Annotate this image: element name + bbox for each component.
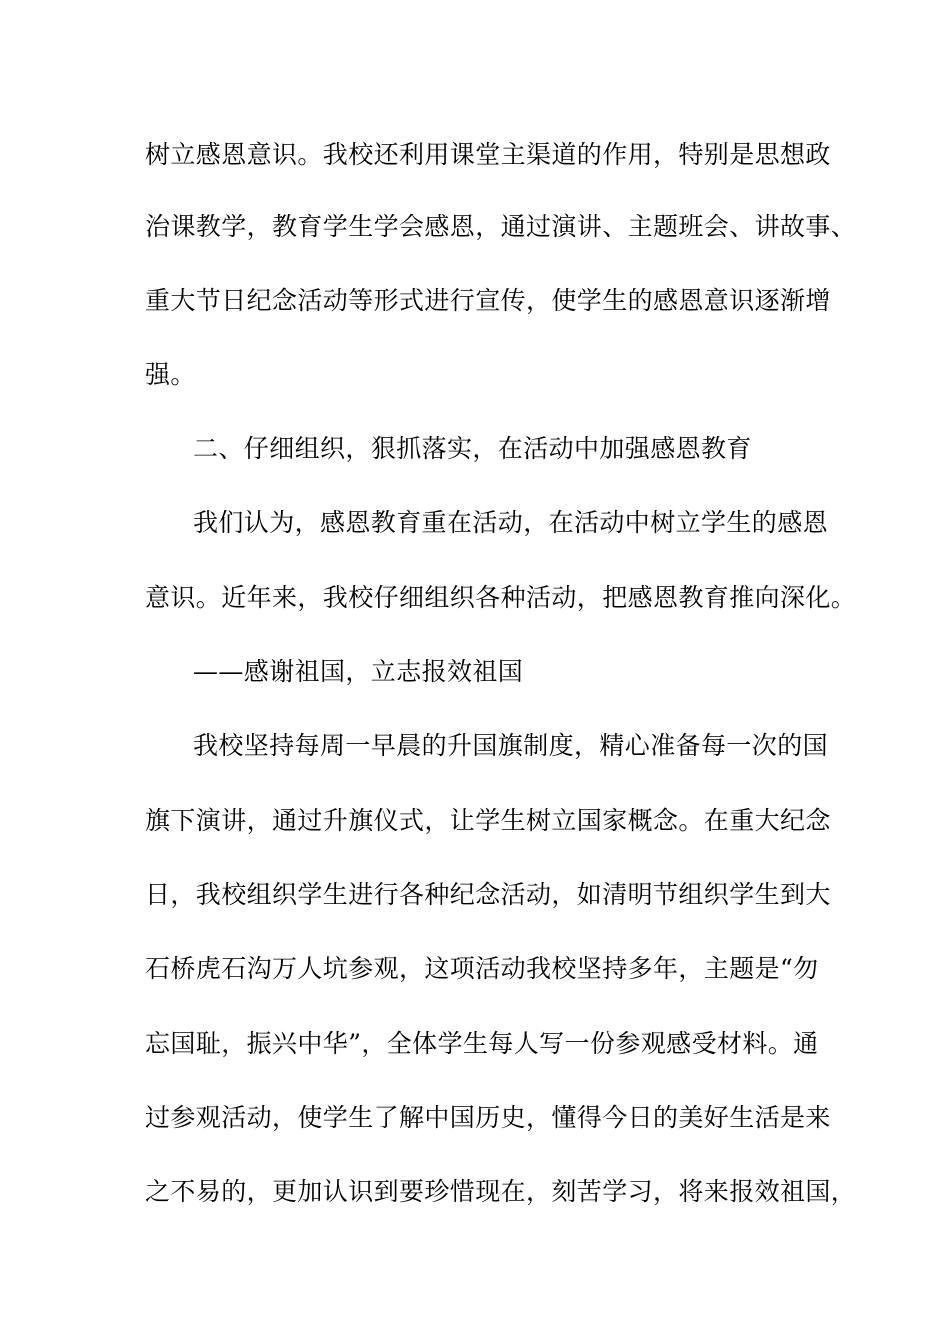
paragraph-line: 旗下演讲，通过升旗仪式，让学生树立国家概念。在重大纪念 <box>145 806 831 835</box>
paragraph-line: 树立感恩意识。我校还利用课堂主渠道的作用，特别是思想政 <box>145 140 831 169</box>
paragraph-line: 日，我校组织学生进行各种纪念活动，如清明节组织学生到大 <box>145 880 831 909</box>
paragraph-line: 我们认为，感恩教育重在活动，在活动中树立学生的感恩 <box>193 508 829 537</box>
paragraph-line: 过参观活动，使学生了解中国历史，懂得今日的美好生活是来 <box>145 1103 831 1132</box>
paragraph-line: 我校坚持每周一早晨的升国旗制度，精心准备每一次的国 <box>193 731 829 760</box>
paragraph-line: 石桥虎石沟万人坑参观，这项活动我校坚持多年，主题是“勿 <box>145 954 819 983</box>
paragraph-line: 强。 <box>145 360 196 389</box>
paragraph-line: 之不易的，更加认识到要珍惜现在，刻苦学习，将来报效祖国， <box>145 1177 857 1206</box>
paragraph-line: 重大节日纪念活动等形式进行宣传，使学生的感恩意识逐渐增 <box>145 286 831 315</box>
section-heading: 二、仔细组织，狠抓落实，在活动中加强感恩教育 <box>193 434 752 463</box>
paragraph-line: 治课教学，教育学生学会感恩，通过演讲、主题班会、讲故事、 <box>145 212 857 241</box>
subsection-heading: ——感谢祖国，立志报效祖国 <box>193 657 524 686</box>
paragraph-line: 意识。近年来，我校仔细组织各种活动，把感恩教育推向深化。 <box>145 583 857 612</box>
paragraph-line: 忘国耻，振兴中华”，全体学生每人写一份参观感受材料。通 <box>145 1029 819 1058</box>
